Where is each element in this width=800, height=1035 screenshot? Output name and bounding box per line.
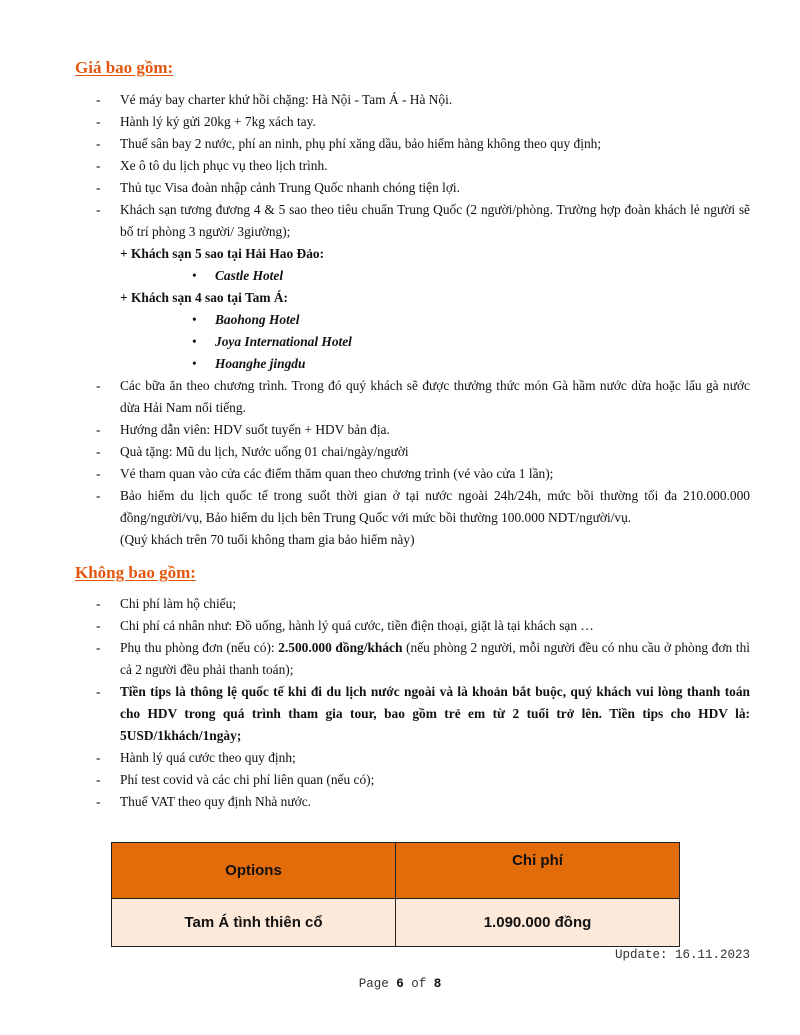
- dash-bullet: -: [96, 618, 101, 633]
- current-page-number: 6: [396, 977, 404, 991]
- item-text: Vé máy bay charter khứ hồi chặng: Hà Nội - Tam Á - Hà Nội.: [120, 92, 453, 107]
- price-column-header: Chi phí: [396, 843, 680, 899]
- included-heading: Giá bao gồm:: [75, 58, 174, 77]
- hotels-5-star-label: + Khách sạn 5 sao tại Hải Hao Đảo:: [120, 246, 325, 261]
- bullet-dot-icon: •: [192, 334, 197, 349]
- item-text: Quà tặng: Mũ du lịch, Nước uống 01 chai/ngày/người: [120, 444, 409, 459]
- total-pages-number: 8: [433, 977, 442, 991]
- item-text-pre: Phụ thu phòng đơn (nếu có):: [120, 640, 279, 655]
- item-text: Xe ô tô du lịch phục vụ theo lịch trình.: [120, 158, 328, 173]
- included-list: [0, 89, 800, 551]
- bullet-dot-icon: •: [192, 312, 197, 327]
- item-text: Chi phí làm hộ chiếu;: [120, 596, 237, 611]
- option-name-cell: Tam Á tình thiên cổ: [112, 899, 396, 947]
- list-item: [0, 133, 800, 155]
- list-item: [0, 791, 800, 813]
- item-text-post: (nếu phòng 2 người, mỗi người đều có nhu cầu ở phòng đơn thì cả 2 người đều phải thanh toán);: [120, 640, 750, 677]
- list-item: [0, 769, 800, 791]
- list-item: [0, 419, 800, 441]
- dash-bullet: -: [96, 114, 101, 129]
- dash-bullet: -: [96, 466, 101, 481]
- item-text: Vé tham quan vào cửa các điểm thăm quan theo chương trình (vé vào cửa 1 lần);: [120, 466, 554, 481]
- list-item: [0, 747, 800, 769]
- tips-text: Tiền tips là thông lệ quốc tế khi đi du lịch nước ngoài và là khoản bắt buộc, quý khách vui lòng thanh toán cho HDV trong quá trình tham gia tour, bao gồm trẻ em từ 2 tuổi trở lên. Tiền tips cho HDV là: 5USD/1khách/1ngày;: [120, 684, 750, 743]
- dash-bullet: -: [96, 202, 101, 217]
- hotel-item: [0, 265, 800, 287]
- excluded-heading: Không bao gồm:: [75, 563, 196, 582]
- dash-bullet: -: [96, 772, 101, 787]
- page-word: Page: [358, 977, 389, 991]
- dash-bullet: -: [96, 136, 101, 151]
- list-item: [0, 155, 800, 177]
- options-column-header: Options: [112, 843, 396, 899]
- item-text: Chi phí cá nhân như: Đồ uống, hành lý quá cước, tiền điện thoại, giặt là tại khách sạn …: [120, 618, 594, 633]
- list-item: [0, 681, 800, 747]
- hotel-name: Castle Hotel: [215, 268, 284, 283]
- list-item: [0, 485, 800, 529]
- table-header-row: [112, 843, 680, 899]
- list-item: [0, 615, 800, 637]
- list-item: [0, 637, 800, 681]
- item-text: Phí test covid và các chi phí liên quan (nếu có);: [120, 772, 375, 787]
- dash-bullet: -: [96, 378, 101, 393]
- item-text: Bảo hiểm du lịch quốc tế trong suốt thời gian ở tại nước ngoài 24h/24h, mức bồi thường tối đa 210.000.000 đồng/người/vụ, Bảo hiểm du lịch bên Trung Quốc với mức bồi thường 100.000 NDT/người/vụ.: [120, 488, 750, 525]
- dash-bullet: -: [96, 92, 101, 107]
- list-item: [0, 463, 800, 485]
- list-item: [0, 111, 800, 133]
- of-word: of: [411, 977, 427, 991]
- item-text: Thuế sân bay 2 nước, phí an ninh, phụ phí xăng dầu, bảo hiểm hàng không theo quy định;: [120, 136, 602, 151]
- item-text: Hướng dẫn viên: HDV suốt tuyến + HDV bản địa.: [120, 422, 390, 437]
- item-text: Thuế VAT theo quy định Nhà nước.: [120, 794, 312, 809]
- item-text: Khách sạn tương đương 4 & 5 sao theo tiêu chuẩn Trung Quốc (2 người/phòng. Trường hợp đoàn khách lẻ người sẽ bố trí phòng 3 người/ 3giường);: [120, 202, 750, 239]
- dash-bullet: -: [96, 158, 101, 173]
- hotel-name: Hoanghe jingdu: [215, 356, 306, 371]
- list-item: [0, 177, 800, 199]
- list-item: [0, 441, 800, 463]
- page-indicator: [0, 977, 800, 991]
- dash-bullet: -: [96, 640, 101, 655]
- excluded-list: [0, 593, 800, 813]
- bullet-dot-icon: •: [192, 356, 197, 371]
- hotels-4-star-label: + Khách sạn 4 sao tại Tam Á:: [120, 290, 288, 305]
- dash-bullet: -: [96, 444, 101, 459]
- options-price-table: [111, 842, 680, 947]
- dash-bullet: -: [96, 488, 101, 503]
- dash-bullet: -: [96, 794, 101, 809]
- hotel-name: Baohong Hotel: [215, 312, 300, 327]
- list-item: [0, 375, 800, 419]
- list-item: [0, 593, 800, 615]
- dash-bullet: -: [96, 750, 101, 765]
- table-row: [112, 899, 680, 947]
- insurance-note: (Quý khách trên 70 tuổi không tham gia bảo hiểm này): [120, 532, 415, 547]
- item-text: Hành lý ký gửi 20kg + 7kg xách tay.: [120, 114, 316, 129]
- list-item: [0, 89, 800, 111]
- dash-bullet: -: [96, 180, 101, 195]
- item-text: Thủ tục Visa đoàn nhập cảnh Trung Quốc nhanh chóng tiện lợi.: [120, 180, 461, 195]
- hotel-item: [0, 353, 800, 375]
- option-price-cell: 1.090.000 đồng: [396, 899, 680, 947]
- dash-bullet: -: [96, 684, 101, 699]
- list-item: [0, 199, 800, 243]
- dash-bullet: -: [96, 596, 101, 611]
- single-room-surcharge: 2.500.000 đồng/khách: [278, 640, 403, 655]
- item-text: Hành lý quá cước theo quy định;: [120, 750, 296, 765]
- dash-bullet: -: [96, 422, 101, 437]
- hotel-name: Joya International Hotel: [215, 334, 352, 349]
- update-date: Update: 16.11.2023: [614, 948, 750, 962]
- bullet-dot-icon: •: [192, 268, 197, 283]
- hotel-item: [0, 331, 800, 353]
- item-text: Các bữa ăn theo chương trình. Trong đó quý khách sẽ được thưởng thức món Gà hầm nước dừa hoặc lẩu gà nước dừa Hải Nam nổi tiếng.: [120, 378, 750, 415]
- hotel-item: [0, 309, 800, 331]
